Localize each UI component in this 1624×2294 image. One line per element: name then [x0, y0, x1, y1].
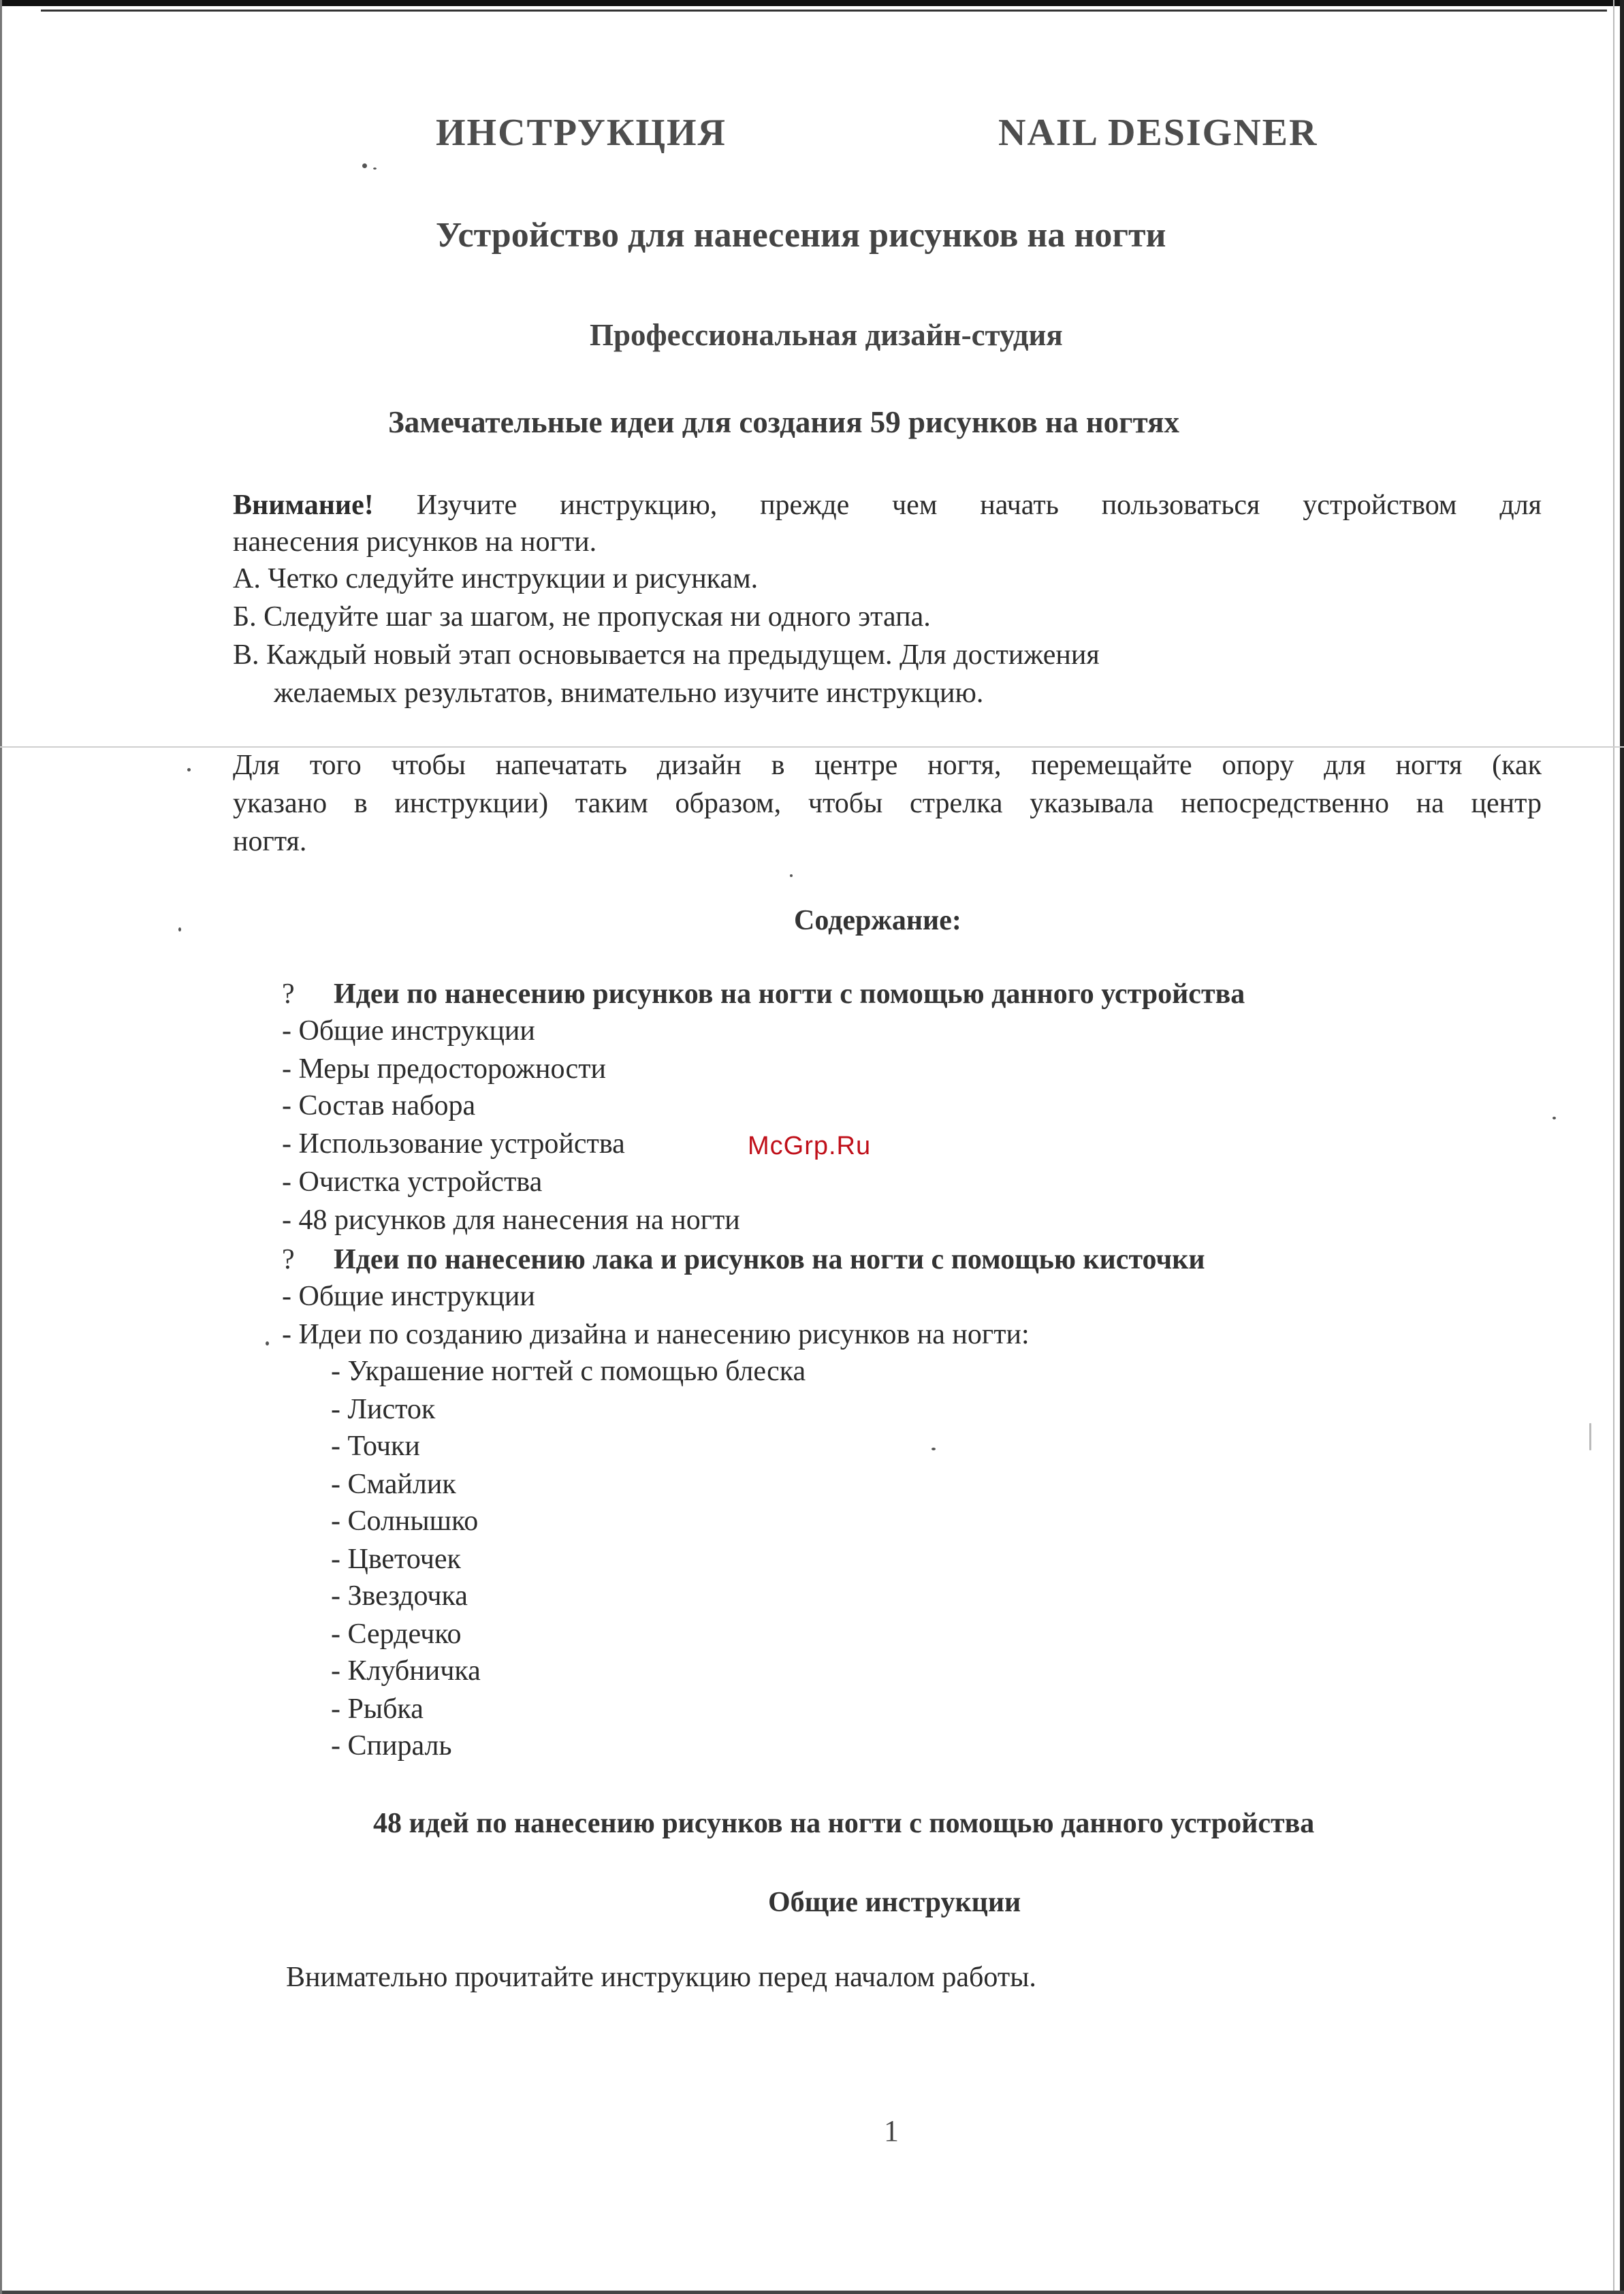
toc-item: - 48 рисунков для нанесения на ногти — [282, 1205, 740, 1236]
scan-border-top — [0, 0, 1624, 6]
section1-bullet: ? — [282, 978, 295, 1010]
scan-speck — [178, 927, 181, 931]
toc-subitem: - Цветочек — [331, 1544, 461, 1575]
product-title: NAIL DESIGNER — [998, 112, 1318, 154]
scan-speck — [362, 163, 367, 168]
scan-speck — [790, 874, 793, 877]
section-48-title: 48 идей по нанесению рисунков на ногти с помощью данного устройства — [373, 1808, 1315, 1839]
instruction-title: ИНСТРУКЦИЯ — [436, 112, 727, 154]
scan-border-bottom — [0, 2291, 1624, 2294]
scan-fold-line — [0, 746, 1624, 748]
toc-subitem: - Листок — [331, 1394, 436, 1425]
scan-border-top-inner — [41, 10, 1607, 12]
page-subtitle: Устройство для нанесения рисунков на ногти — [436, 216, 1166, 255]
attention-label: Внимание! — [233, 490, 374, 521]
scan-speck — [266, 1341, 269, 1345]
attention-line-2: нанесения рисунков на ногти. — [233, 526, 597, 558]
scan-border-left — [0, 0, 2, 2294]
toc-item: - Очистка устройства — [282, 1166, 543, 1198]
toc-item: - Идеи по созданию дизайна и нанесению рисунков на ногти: — [282, 1319, 1030, 1350]
toc-subitem: - Солнышко — [331, 1506, 479, 1537]
toc-subitem: - Звездочка — [331, 1580, 468, 1612]
toc-subitem: - Точки — [331, 1431, 420, 1462]
scan-speck — [1589, 1423, 1591, 1450]
attention-item-b: Б. Следуйте шаг за шагом, не пропуская ни одного этапа. — [233, 601, 931, 633]
scan-border-right — [1620, 0, 1624, 2294]
attention-line-1 — [233, 489, 1542, 522]
section1-title: Идеи по нанесению рисунков на ногти с помощью данного устройства — [334, 978, 1245, 1010]
toc-subitem: - Клубничка — [331, 1655, 481, 1687]
scan-speck — [1553, 1117, 1556, 1119]
toc-item: - Меры предосторожности — [282, 1053, 607, 1085]
centering-line-1: Для того чтобы напечатать дизайн в центре ногтя, перемещайте опору для ногтя (как — [233, 750, 1542, 781]
centering-line-3: ногтя. — [233, 826, 307, 857]
section2-bullet: ? — [282, 1244, 295, 1275]
attention-item-c-cont: желаемых результатов, внимательно изучите инструкцию. — [274, 678, 984, 709]
contents-title: Содержание: — [794, 905, 961, 936]
studio-heading: Профессиональная дизайн-студия — [590, 318, 1063, 352]
toc-item: - Общие инструкции — [282, 1281, 535, 1312]
section2-title: Идеи по нанесению лака и рисунков на ногти с помощью кисточки — [334, 1244, 1205, 1275]
scan-speck — [187, 768, 191, 771]
watermark: McGrp.Ru — [748, 1132, 872, 1160]
toc-subitem: - Украшение ногтей с помощью блеска — [331, 1356, 806, 1387]
scan-speck — [373, 168, 377, 170]
attention-text: Изучите инструкцию, прежде чем начать пользоваться устройством для — [416, 490, 1542, 521]
scan-border-right-inner — [1613, 0, 1614, 2294]
page-number: 1 — [884, 2114, 899, 2148]
attention-item-c: В. Каждый новый этап основывается на предыдущем. Для достижения — [233, 639, 1100, 671]
toc-subitem: - Рыбка — [331, 1693, 424, 1725]
scan-speck — [932, 1448, 936, 1450]
attention-item-a: А. Четко следуйте инструкции и рисункам. — [233, 563, 759, 594]
ideas-heading: Замечательные идеи для создания 59 рисунков на ногтях — [388, 405, 1179, 439]
toc-subitem: - Сердечко — [331, 1619, 462, 1650]
toc-subitem: - Спираль — [331, 1730, 452, 1762]
general-instructions-title: Общие инструкции — [768, 1887, 1021, 1918]
general-instructions-text: Внимательно прочитайте инструкцию перед началом работы. — [286, 1962, 1036, 1993]
toc-item: - Использование устройства — [282, 1128, 625, 1160]
centering-line-2: указано в инструкции) таким образом, чтобы стрелка указывала непосредственно на центр — [233, 788, 1542, 819]
toc-item: - Общие инструкции — [282, 1015, 535, 1047]
toc-subitem: - Смайлик — [331, 1469, 456, 1500]
toc-item: - Состав набора — [282, 1090, 476, 1121]
